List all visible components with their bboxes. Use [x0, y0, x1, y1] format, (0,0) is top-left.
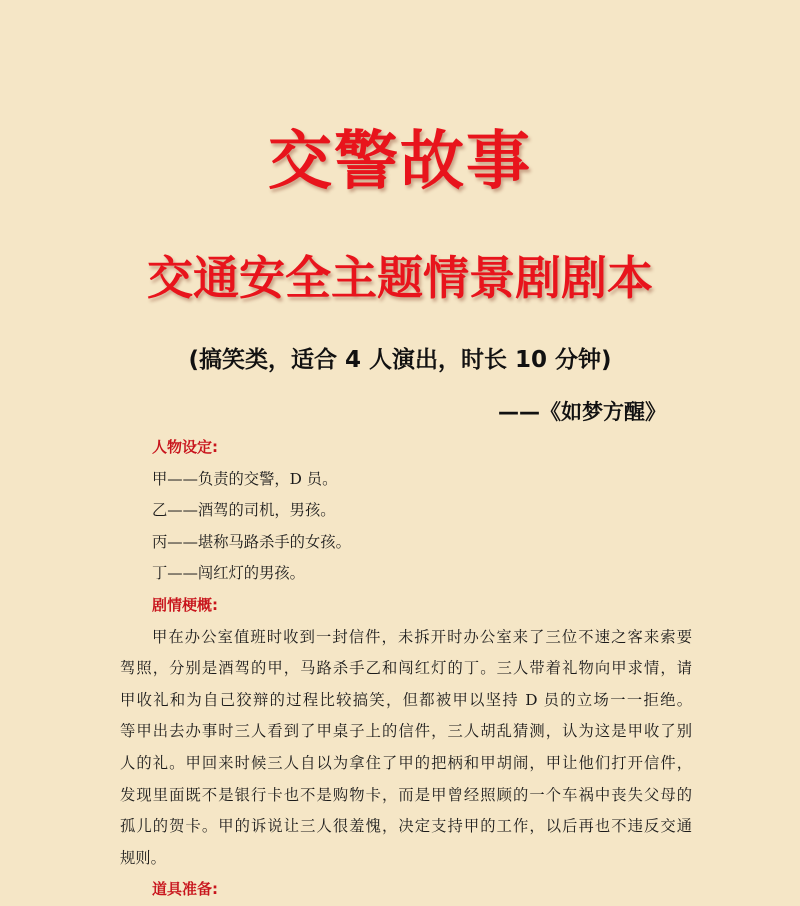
characters-heading: 人物设定: [152, 438, 218, 456]
body-text [120, 432, 692, 906]
synopsis-line: 驾照，分别是酒驾的甲，马路杀手乙和闯红灯的丁。三人带着礼物向甲求情，请 [120, 659, 692, 678]
synopsis-heading: 剧情梗概: [152, 595, 218, 614]
synopsis-line: 甲收礼和为自己狡辩的过程比较搞笑，但都被甲以坚持 D 员的立场一一拒绝。 [120, 690, 692, 709]
subtitle-note: (搞笑类，适合 4 人演出，时长 10 分钟) [188, 347, 612, 373]
synopsis-line: 规则。 [120, 848, 166, 867]
character-line: 丁——闯红灯的男孩。 [152, 564, 305, 583]
props-heading: 道具准备: [152, 880, 218, 899]
synopsis-line: 甲在办公室值班时收到一封信件，未拆开时办公室来了三位不速之客来索要 [152, 627, 692, 646]
synopsis-line: 发现里面既不是银行卡也不是购物卡，而是甲曾经照顾的一个车祸中丧失父母的 [120, 785, 692, 804]
page-subtitle: 交通安全主题情景剧剧本 [147, 251, 653, 305]
page-title: 交警故事 [268, 125, 532, 199]
character-line: 丙——堪称马路杀手的女孩。 [152, 532, 351, 551]
synopsis-line: 人的礼。甲回来时候三人自以为拿住了甲的把柄和甲胡闹，甲让他们打开信件， [120, 753, 692, 772]
character-line: 甲——负责的交警，D 员。 [152, 469, 338, 488]
synopsis-paragraph [120, 622, 692, 875]
synopsis-line: 孤儿的贺卡。甲的诉说让三人很羞愧，决定支持甲的工作，以后再也不违反交通 [120, 817, 692, 836]
synopsis-line: 等甲出去办事时三人看到了甲桌子上的信件，三人胡乱猜测，认为这是甲收了别 [120, 722, 692, 741]
script-name: ——《如梦方醒》 [498, 400, 666, 424]
character-line: 乙——酒驾的司机，男孩。 [152, 501, 336, 520]
